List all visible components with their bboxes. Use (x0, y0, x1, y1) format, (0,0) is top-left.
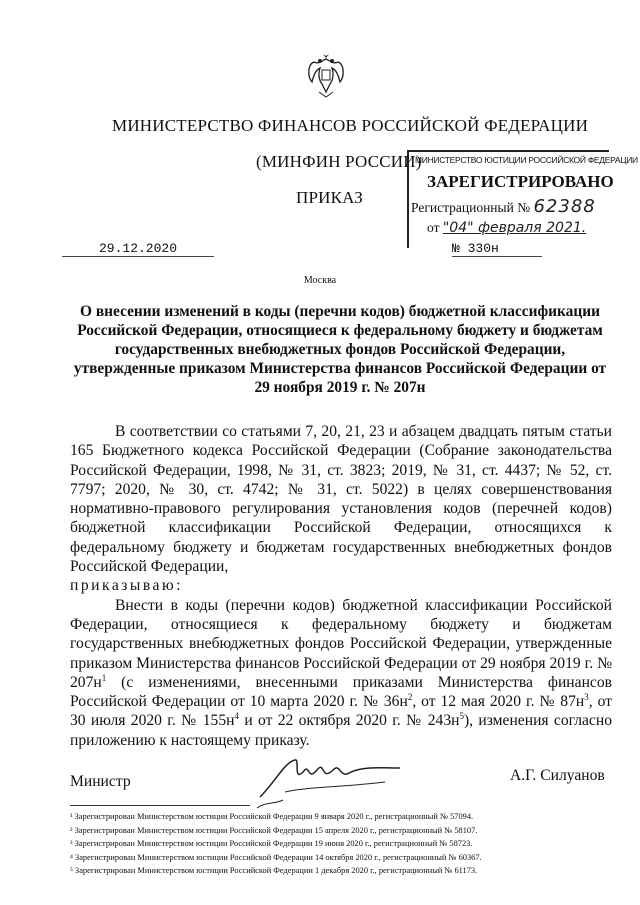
stamp-date-line (427, 220, 586, 236)
signatory-position: Министр (70, 773, 131, 790)
order-number: № 330н (452, 241, 542, 257)
footnote: ⁴ Зарегистрирован Министерством юстиции Российской Федерации 14 октября 2020 г., регистрационный № 60367. (70, 852, 482, 862)
p2-part-d: , от 30 июля 2020 г. № 155н (70, 693, 612, 730)
order-word: приказываю: (70, 577, 183, 595)
footnote-ref-1: 1 (101, 672, 107, 683)
order-date: 29.12.2020 (62, 241, 214, 257)
footnote: ³ Зарегистрирован Министерством юстиции Российской Федерации 19 июня 2020 г., регистрационный № 58723. (70, 839, 473, 848)
document-body (70, 422, 612, 750)
footnote-separator (70, 805, 250, 806)
paragraph-1: В соответствии со статьями 7, 20, 21, 23 и абзацем двадцать пятым статьи 165 Бюджетного кодекса Российской Федерации (Собрание законодательства Российской Федерации, 1998, № 31, ст. 3823; 2019, № 31, ст. 4437; № 52, ст. 7797; 2020, № 30, ст. 4742; № 31, ст. 5022) в целях совершенствования нормативно-правового регулирования установления кодов (перечней кодов) бюджетной классификации Российской Федерации, относящихся к федеральному бюджету и бюджетам государственных внебюджетных фондов Российской Федерации, (70, 423, 612, 576)
stamp-status: ЗАРЕГИСТРИРОВАНО (427, 172, 614, 191)
stamp-org: МИНИСТЕРСТВО ЮСТИЦИИ РОССИЙСКОЙ ФЕДЕРАЦИИ (415, 155, 638, 165)
p2-part-a: Внести в коды (перечни кодов) бюджетной классификации Российской Федерации, относящиеся к федеральному бюджету и бюджетам государственных внебюджетных фондов Российской Федерации, утвержденные приказом Министерства финансов Российской Федерации от 29 ноября 2019 г. № 207н (70, 596, 612, 691)
footnote-ref-4: 4 (234, 711, 239, 722)
footnote: ⁵ Зарегистрирован Министерством юстиции Российской Федерации 1 декабря 2020 г., регистрационный № 61173. (70, 866, 478, 875)
p2-part-e: и от 22 октября 2020 г. № 243н (239, 712, 460, 730)
stamp-reg-line (411, 196, 596, 217)
handwritten-signature (255, 742, 405, 812)
footnote-ref-3: 3 (584, 691, 589, 702)
registration-stamp (407, 150, 638, 248)
signatory-name: А.Г. Силуанов (510, 767, 605, 784)
city: Москва (303, 275, 337, 286)
document-type: ПРИКАЗ (296, 188, 363, 207)
stamp-reg-label: Регистрационный № (411, 200, 531, 215)
footnote-ref-5: 5 (459, 711, 464, 722)
p2-part-c: , от 12 мая 2020 г. № 87н (412, 693, 585, 711)
coat-of-arms-emblem (306, 52, 346, 98)
p2-part-b: (с изменениями, внесенными приказами Министерства финансов Российской Федерации от 10 марта 2020 г. № 36н (70, 673, 612, 711)
document-title: О внесении изменений в коды (перечни кодов) бюджетной классификации Российской Федерации, относящиеся к федеральному бюджету и бюджетам государственных внебюджетных фондов Российской Федерации, утвержденные приказом Министерства финансов Российской Федерации от 29 ноября 2019 г. № 207н (73, 303, 607, 396)
footnotes (70, 810, 630, 878)
paragraph-2 (70, 596, 612, 750)
footnote: ¹ Зарегистрирован Министерством юстиции Российской Федерации 9 января 2020 г., регистрационный № 57094. (70, 812, 474, 821)
footnote-ref-2: 2 (407, 691, 413, 702)
footnote: ² Зарегистрирован Министерством юстиции Российской Федерации 15 апреля 2020 г., регистрационный № 58107. (70, 825, 478, 835)
stamp-reg-number: 62388 (533, 196, 596, 217)
stamp-date-prefix: от (427, 220, 440, 235)
ministry-short-name: (МИНФИН РОССИИ) (256, 152, 422, 171)
stamp-date: "04" февраля 2021. (442, 220, 587, 236)
ministry-name: МИНИСТЕРСТВО ФИНАНСОВ РОССИЙСКОЙ ФЕДЕРАЦИИ (112, 116, 589, 135)
p2-part-f: ), изменения согласно приложению к настоящему приказу. (70, 712, 612, 749)
